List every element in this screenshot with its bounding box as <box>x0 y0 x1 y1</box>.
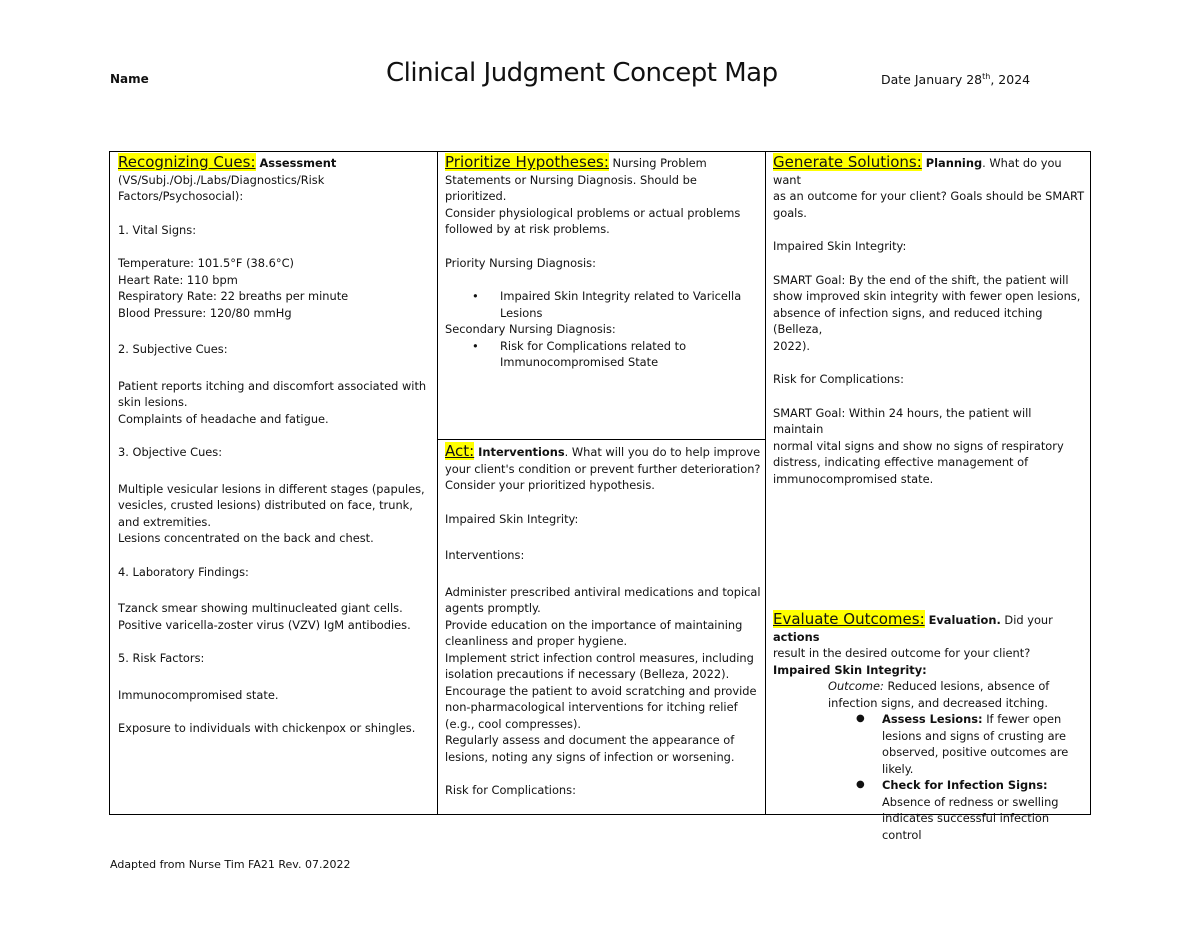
prioritize-hypotheses-cell <box>445 154 761 437</box>
act-heading: Act: <box>445 442 475 460</box>
intervention-item: Regularly assess and document the appearance of lesions, noting any signs of infection or worsening. <box>445 733 735 764</box>
recognizing-cues-cell <box>118 154 434 814</box>
prioritize-hypotheses-heading: Prioritize Hypotheses: <box>445 153 609 171</box>
outcome-text <box>773 678 1085 711</box>
priority-diagnosis-label: Priority Nursing Diagnosis: <box>445 255 596 270</box>
objective-title: 3. Objective Cues: <box>118 445 223 459</box>
column-divider-1 <box>437 152 438 814</box>
smart-goal-1: SMART Goal: By the end of the shift, the patient will <box>773 272 1069 287</box>
risk-title: 5. Risk Factors: <box>118 651 205 665</box>
bullet-label: Check for Infection Signs: <box>882 778 1048 792</box>
smart-goal-2: normal vital signs and show no signs of respiratory <box>773 438 1064 453</box>
vital-temperature: Temperature: 101.5°F (38.6°C) <box>118 256 294 270</box>
evaluate-outcomes-heading: Evaluate Outcomes: <box>773 610 925 628</box>
name-label: Name <box>110 72 149 86</box>
prioritize-intro: Nursing Problem <box>608 156 707 170</box>
bullet-text: Absence of redness or swelling indicates successful infection control <box>882 794 1059 842</box>
page-title: Clinical Judgment Concept Map <box>386 58 778 88</box>
planning-label: Planning <box>921 156 983 170</box>
priority-diagnosis-item: • Impaired Skin Integrity related to Varicella Lesions <box>445 288 761 321</box>
subjective-cue: Patient reports itching and discomfort associated with skin lesions. <box>118 378 427 409</box>
recognizing-cues-heading: Recognizing Cues: <box>118 153 256 171</box>
bullet-label: Assess Lesions: <box>882 712 983 726</box>
intervention-item: Implement strict infection control measures, including isolation precautions if necessary (Belleza, 2022). <box>445 650 754 681</box>
evaluate-impaired-label: Impaired Skin Integrity: <box>773 662 927 677</box>
prioritize-intro-4: followed by at risk problems. <box>445 222 610 236</box>
subjective-cue: Complaints of headache and fatigue. <box>118 411 329 426</box>
evaluate-bullet <box>773 711 1085 777</box>
smart-goal-1: 2022). <box>773 338 811 353</box>
vital-blood-pressure: Blood Pressure: 120/80 mmHg <box>118 305 292 320</box>
smart-goal-2: SMART Goal: Within 24 hours, the patient will maintain <box>773 405 1032 436</box>
generate-intro-2: as an outcome for your client? Goals should be SMART <box>773 189 1085 203</box>
risk-factor: Exposure to individuals with chickenpox or shingles. <box>118 721 416 735</box>
objective-cue: Lesions concentrated on the back and chest. <box>118 531 374 545</box>
risk-factor: Immunocompromised state. <box>118 687 279 702</box>
act-intro: . What will you do to help improve <box>564 445 761 459</box>
smart-goal-1: show improved skin integrity with fewer open lesions, <box>773 289 1081 303</box>
vital-respiratory-rate: Respiratory Rate: 22 breaths per minute <box>118 289 349 303</box>
act-intro-3: Consider your prioritized hypothesis. <box>445 478 655 492</box>
vital-heart-rate: Heart Rate: 110 bpm <box>118 272 238 287</box>
intervention-item: Provide education on the importance of maintaining cleanliness and proper hygiene. <box>445 617 743 648</box>
generate-intro-3: goals. <box>773 205 807 220</box>
evaluate-question: Did your <box>1000 613 1053 627</box>
generate-impaired-label: Impaired Skin Integrity: <box>773 239 907 253</box>
act-impaired-label: Impaired Skin Integrity: <box>445 511 579 526</box>
evaluation-label: Evaluation. <box>924 613 1001 627</box>
outcome-label: Outcome: <box>828 679 884 693</box>
evaluate-question-2: result in the desired outcome for your client? <box>773 646 1031 660</box>
lab-finding: Tzanck smear showing multinucleated giant cells. <box>118 601 403 615</box>
footer-note: Adapted from Nurse Tim FA21 Rev. 07.2022 <box>110 858 351 871</box>
outcome-desc: Reduced lesions, absence of infection signs, and decreased itching. <box>828 679 1050 710</box>
smart-goal-1: absence of infection signs, and reduced itching (Belleza, <box>773 305 1043 336</box>
assessment-subtitle: (VS/Subj./Obj./Labs/Diagnostics/Risk <box>118 172 325 187</box>
generate-intro: . What do you want <box>773 156 1062 187</box>
lab-finding: Positive varicella-zoster virus (VZV) IgM antibodies. <box>118 617 411 632</box>
act-intro-2: your client's condition or prevent further deterioration? <box>445 461 761 476</box>
intervention-item: Administer prescribed antiviral medications and topical agents promptly. <box>445 584 761 615</box>
intervention-item: Encourage the patient to avoid scratching and provide non-pharmacological interventions for itching relief (e.g., cool compresses). <box>445 683 757 731</box>
evaluate-question-bold: actions <box>773 629 820 644</box>
evaluate-outcomes-cell <box>773 610 1085 842</box>
bullet-text: If fewer open lesions and signs of crusting are observed, positive outcomes are likely. <box>882 712 1069 776</box>
column-divider-2 <box>765 152 766 814</box>
concept-map-table <box>109 151 1091 842</box>
act-cell <box>445 443 761 814</box>
act-risk-label: Risk for Complications: <box>445 783 576 797</box>
secondary-diagnosis-label: Secondary Nursing Diagnosis: <box>445 322 616 336</box>
date-label: Date January 28th, 2024 <box>881 72 1031 88</box>
assessment-subtitle-2: Factors/Psychosocial): <box>118 189 244 203</box>
interventions-label: Interventions <box>474 445 565 459</box>
secondary-diagnosis-item: • Risk for Complications related to Immunocompromised State <box>445 338 761 371</box>
generate-solutions-cell <box>773 154 1085 614</box>
row-divider-middle <box>437 439 765 440</box>
prioritize-intro-3: Consider physiological problems or actual problems <box>445 205 741 220</box>
generate-solutions-heading: Generate Solutions: <box>773 153 922 171</box>
smart-goal-2: distress, indicating effective management of <box>773 455 1029 469</box>
assessment-label: Assessment <box>255 156 337 170</box>
prioritize-intro-2: Statements or Nursing Diagnosis. Should be prioritized. <box>445 172 697 203</box>
subjective-title: 2. Subjective Cues: <box>118 342 228 356</box>
generate-risk-label: Risk for Complications: <box>773 372 904 386</box>
vitals-title: 1. Vital Signs: <box>118 222 197 237</box>
smart-goal-2: immunocompromised state. <box>773 471 934 486</box>
objective-cue: Multiple vesicular lesions in different stages (papules, vesicles, crusted lesions) distributed on face, trunk, and extremities. <box>118 481 425 529</box>
act-interventions-title: Interventions: <box>445 548 525 562</box>
labs-title: 4. Laboratory Findings: <box>118 564 249 579</box>
evaluate-bullet <box>773 777 1085 843</box>
